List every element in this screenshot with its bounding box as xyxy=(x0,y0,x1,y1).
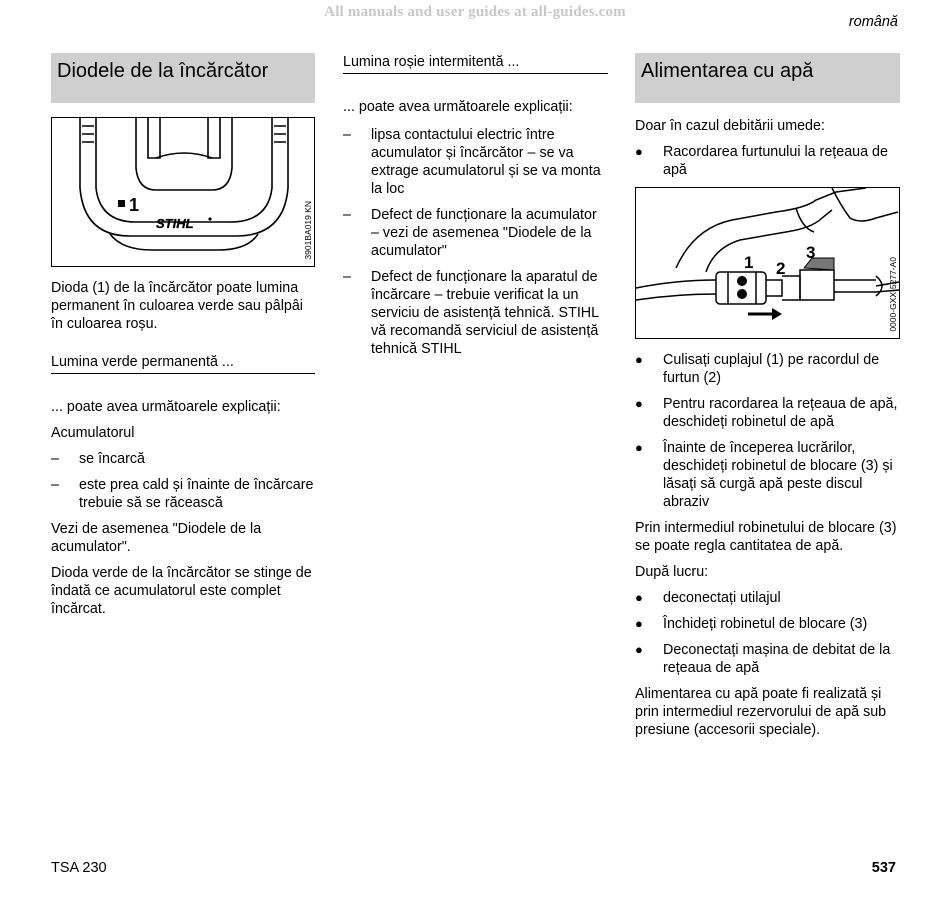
list-item: ● Culisați cuplajul (1) pe racordul de furtun (2) xyxy=(635,351,900,387)
water-bullets-2 xyxy=(635,351,900,511)
section-title-water-supply: Alimentarea cu apă xyxy=(635,53,900,103)
list-item: ● Înainte de începerea lucrărilor, deschideți robinetul de blocare (3) și lăsați să curgă apă peste discul abraziv xyxy=(635,439,900,511)
regulate-note: Prin intermediul robinetului de blocare (3) se poate regla cantitatea de apă. xyxy=(635,520,897,554)
watermark: All manuals and user guides at all-guides.com xyxy=(324,4,626,20)
list-item: – se încarcă xyxy=(51,450,315,468)
subhead-green-light: Lumina verde permanentă ... xyxy=(51,353,315,374)
water-connection-illustration xyxy=(636,188,899,338)
see-also-note: Vezi de asemenea "Diodele de la acumulator". xyxy=(51,521,262,555)
battery-label: Acumulatorul xyxy=(51,425,135,441)
list-item: ● Deconectați mașina de debitat de la rețeaua de apă xyxy=(635,641,900,677)
subhead-red-light: Lumina roșie intermitentă ... xyxy=(343,53,608,74)
green-light-list xyxy=(51,450,315,512)
column-red-light xyxy=(343,53,608,366)
column-charger-diodes xyxy=(51,53,315,626)
led-indicator xyxy=(118,200,125,207)
water-bullets-1 xyxy=(635,143,900,179)
charger-figure xyxy=(51,117,315,267)
list-item: – Defect de funcționare la acumulator – vezi de asemenea "Diodele de la acumulator" xyxy=(343,206,608,260)
explanations-intro: ... poate avea următoarele explicații: xyxy=(343,99,573,115)
after-work-label: După lucru: xyxy=(635,564,709,580)
charger-diode-intro: Dioda (1) de la încărcător poate lumina permanent în culoarea verde sau pâlpâi în culoarea roșu. xyxy=(51,280,303,332)
water-bullets-3 xyxy=(635,589,900,677)
list-item: – lipsa contactului electric între acumulator și încărcător – se va extrage acumulatorul și se va monta la loc xyxy=(343,126,608,198)
logo-dot xyxy=(208,217,211,220)
closing-note: Alimentarea cu apă poate fi realizată și prin intermediul rezervorului de apă sub presiune (accesorii speciale). xyxy=(635,686,887,738)
callout-3: 3 xyxy=(806,243,816,262)
callout-1: 1 xyxy=(129,195,140,215)
list-item: – Defect de funcționare la aparatul de încărcare – trebuie verificat la un serviciu de asistență tehnică. STIHL vă recomandă serviciul de asistență tehnică STIHL xyxy=(343,268,608,358)
section-title-charger-diodes: Diodele de la încărcător xyxy=(51,53,315,103)
explanations-intro: ... poate avea următoarele explicații: xyxy=(51,399,281,415)
list-item: – este prea cald și înainte de încărcare trebuie să se răcească xyxy=(51,476,315,512)
column-water-supply xyxy=(635,53,900,747)
water-connection-figure xyxy=(635,187,900,339)
charged-note: Dioda verde de la încărcător se stinge de îndată ce acumulatorul este complet încărcat. xyxy=(51,565,312,617)
wet-cutting-intro: Doar în cazul debitării umede: xyxy=(635,118,825,134)
callout-2: 2 xyxy=(776,259,786,278)
list-item: ● deconectați utilajul xyxy=(635,589,900,607)
figure-code: 3901BA019 KN xyxy=(303,201,313,260)
language-label: română xyxy=(848,14,898,30)
callout-1: 1 xyxy=(744,253,754,272)
figure-code: 0000-GXX-5277-A0 xyxy=(888,257,898,332)
charger-illustration xyxy=(52,118,314,266)
stihl-logo: STIHL xyxy=(156,216,194,231)
red-light-list xyxy=(343,126,608,358)
footer-model: TSA 230 xyxy=(51,860,107,876)
page-number: 537 xyxy=(871,860,896,876)
list-item: ● Racordarea furtunului la rețeaua de apă xyxy=(635,143,900,179)
list-item: ● Închideți robinetul de blocare (3) xyxy=(635,615,900,633)
list-item: ● Pentru racordarea la rețeaua de apă, deschideți robinetul de apă xyxy=(635,395,900,431)
